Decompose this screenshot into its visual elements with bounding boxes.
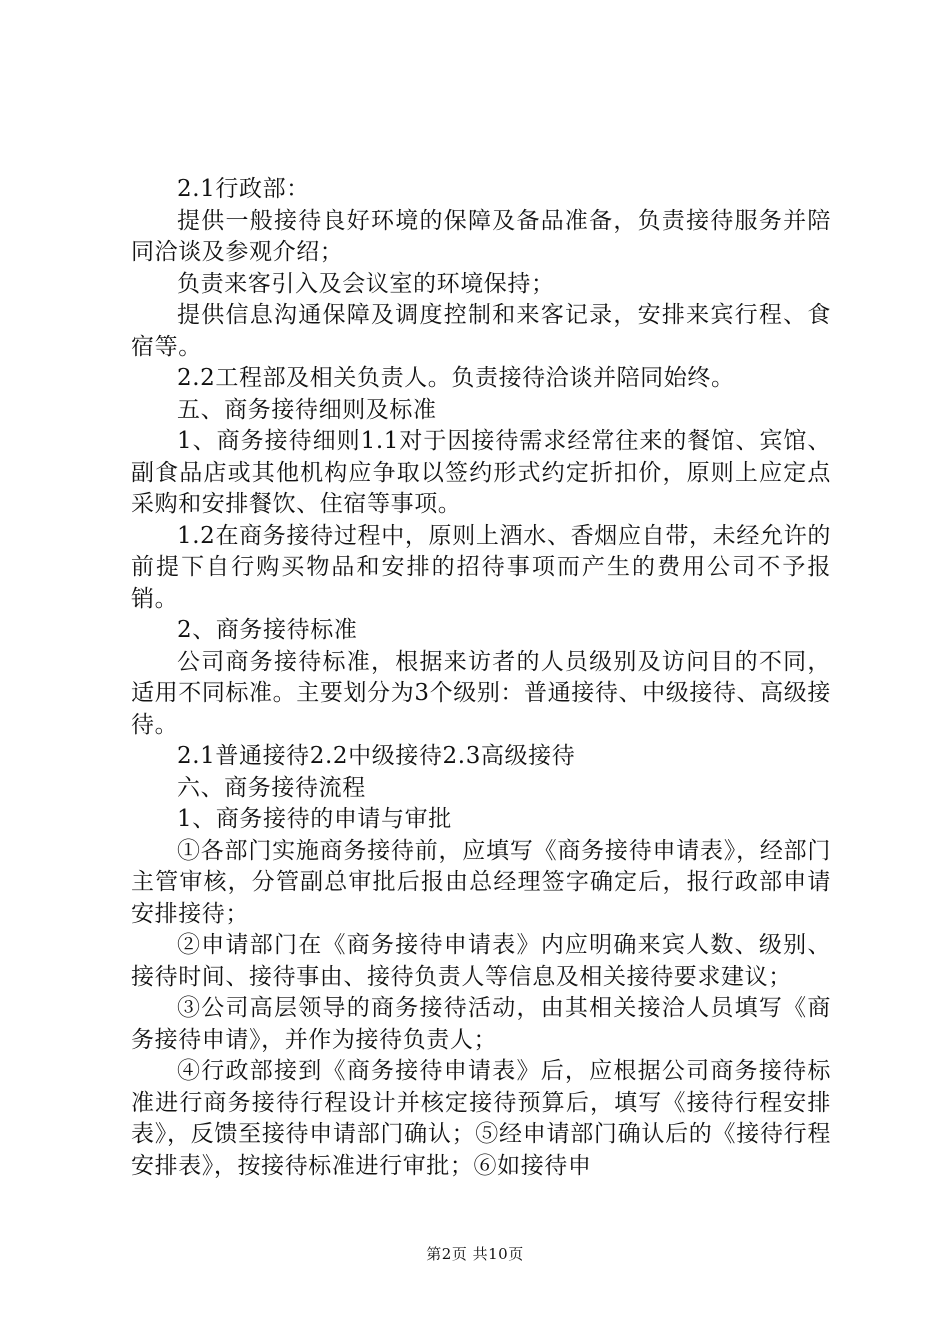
subsection-heading: 1、商务接待的申请与审批 [177,806,452,832]
document-body [131,174,831,1182]
paragraph: 1.2在商务接待过程中，原则上酒水、香烟应自带，未经允许的前提下自行购买物品和安排的招待事项而产生的费用公司不予报销。 [131,522,831,612]
paragraph: ④行政部接到《商务接待申请表》后，应根据公司商务接待标准进行商务接待行程设计并核定接待预算后，填写《接待行程安排表》，反馈至接待申请部门确认；⑤经申请部门确认后的《接待行程安排表》，按接待标准进行审批；⑥如接待申 [131,1058,831,1179]
page-footer: 第2页 共10页 [426,1245,524,1263]
paragraph: 2.2工程部及相关负责人。负责接待洽谈并陪同始终。 [177,365,735,391]
paragraph: 负责来客引入及会议室的环境保持； [177,270,555,297]
paragraph: 公司商务接待标准，根据来访者的人员级别及访问目的不同，适用不同标准。主要划分为3个级别：普通接待、中级接待、高级接待。 [131,648,831,738]
section-heading-5: 五、商务接待细则及标准 [177,396,437,423]
paragraph: ①各部门实施商务接待前，应填写《商务接待申请表》，经部门主管审核，分管副总审批后报由总经理签字确定后，报行政部申请安排接待； [131,837,831,927]
paragraph: 2.1普通接待2.2中级接待2.3高级接待 [177,743,576,769]
paragraph: ②申请部门在《商务接待申请表》内应明确来宾人数、级别、接待时间、接待事由、接待负责人等信息及相关接待要求建议； [131,932,831,990]
paragraph: ③公司高层领导的商务接待活动，由其相关接洽人员填写《商务接待申请》，并作为接待负责人； [131,995,831,1053]
paragraph: 提供信息沟通保障及调度控制和来客记录，安排来宾行程、食宿等。 [131,302,831,360]
paragraph: 1、商务接待细则1.1对于因接待需求经常往来的餐馆、宾馆、副食品店或其他机构应争取以签约形式约定折扣价，原则上应定点采购和安排餐饮、住宿等事项。 [131,428,831,517]
section-heading-6: 六、商务接待流程 [177,774,366,801]
section-heading-2-1: 2.1行政部： [177,176,310,202]
subsection-heading: 2、商务接待标准 [177,617,358,643]
paragraph: 提供一般接待良好环境的保障及备品准备，负责接待服务并陪同洽谈及参观介绍； [131,207,831,265]
